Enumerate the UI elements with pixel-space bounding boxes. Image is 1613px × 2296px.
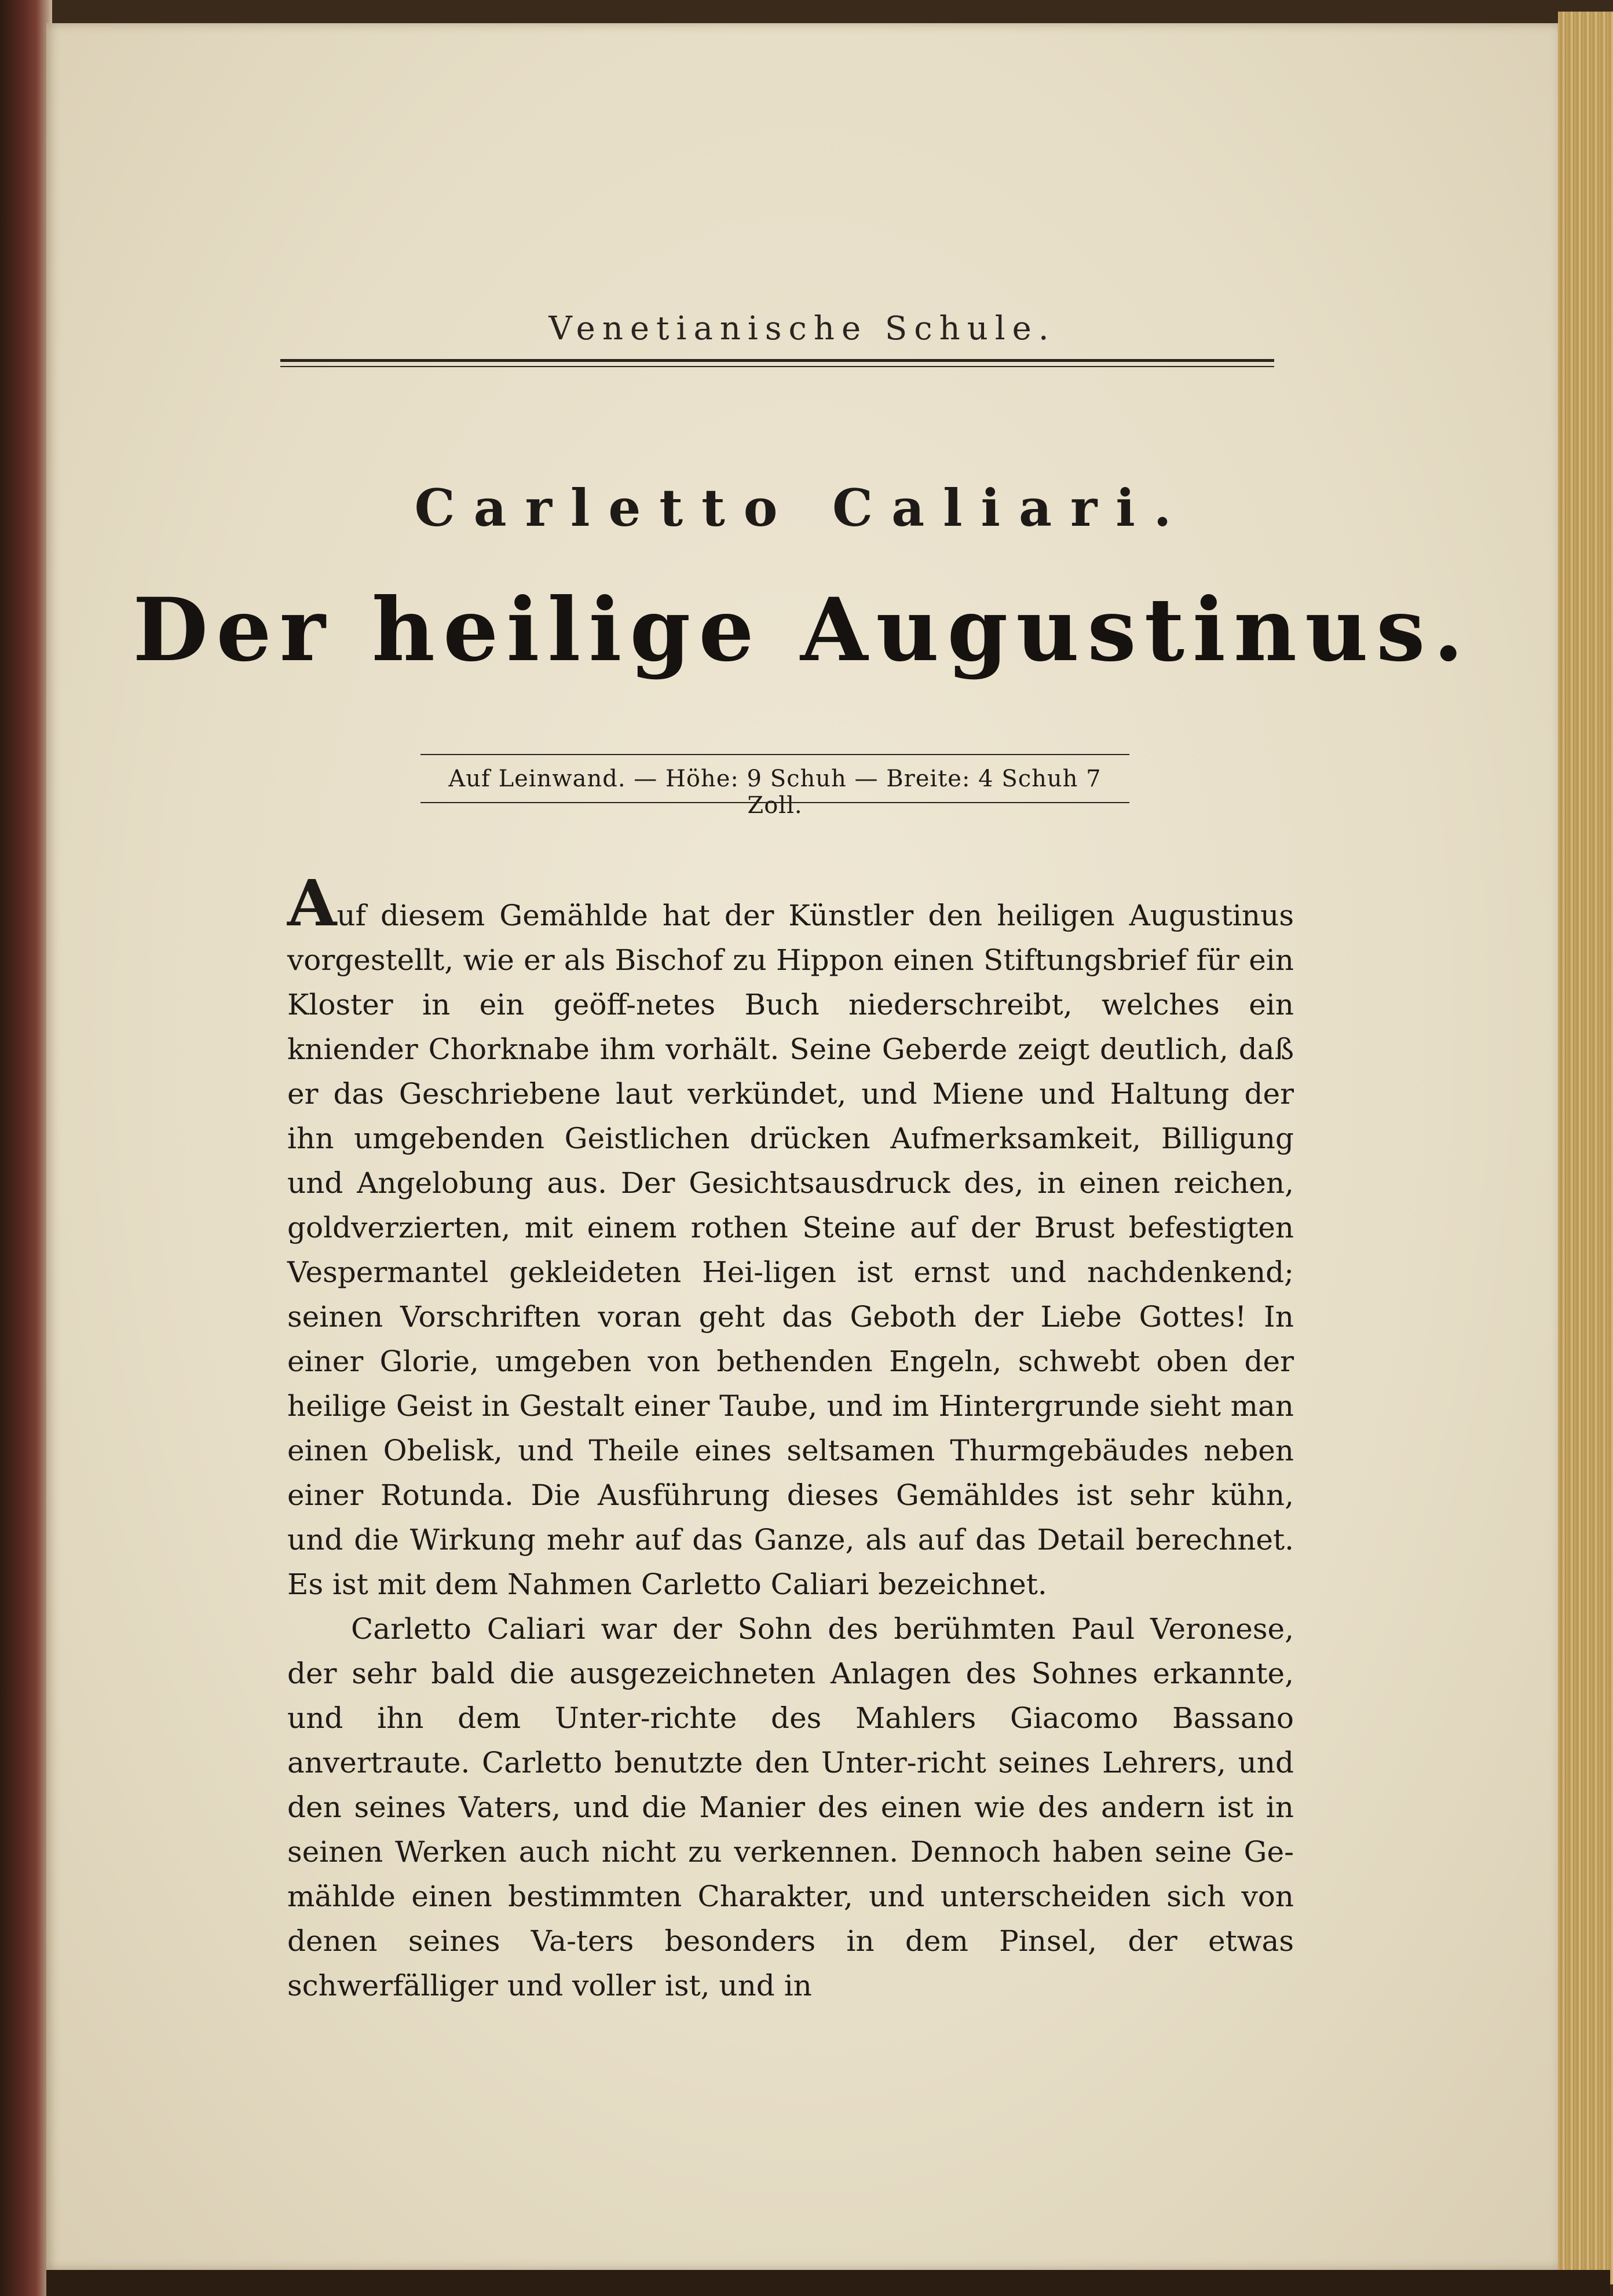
running-head: Venetianische Schule. bbox=[548, 310, 1056, 347]
paragraph-2: Carletto Caliari war der Sohn des berühmten Paul Veronese, der sehr bald die ausgezeichneten Anlagen des Sohnes erkannte, und ihn dem Unter-richte des Mahlers Giacomo Bassano anvertraute. Carletto benutzte den Unter-richt seines Lehrers, und den seines Vaters, und die Manier des einen wie des andern ist in seinen Werken auch nicht zu verkennen. Dennoch haben seine Ge-mählde einen bestimmten Charakter, und unterscheiden sich von denen seines Va-ters besonders in dem Pinsel, der etwas schwerfälliger und voller ist, und in bbox=[287, 1612, 1294, 2002]
page-edges bbox=[1558, 12, 1613, 2284]
dimensions-rule-bottom bbox=[420, 802, 1129, 803]
header-rule-thick bbox=[280, 359, 1274, 362]
artist-name: Carletto Caliari. bbox=[414, 478, 1190, 538]
bottom-shadow bbox=[46, 2270, 1610, 2296]
dimensions-rule-top bbox=[420, 754, 1129, 755]
drop-cap: A bbox=[287, 866, 337, 940]
header-rule-thin bbox=[280, 366, 1274, 367]
book-page bbox=[46, 23, 1558, 2270]
book-binding bbox=[0, 0, 52, 2296]
painting-title: Der heilige Augustinus. bbox=[133, 579, 1472, 681]
paragraph-1-text: uf diesem Gemählde hat der Künstler den heiligen Augustinus vorgestellt, wie er als Bischof zu Hippon einen Stiftungsbrief für ein Kloster in ein geöff-netes Buch niederschreibt, welches ein kniender Chorknabe ihm vorhält. Seine Geberde zeigt deutlich, daß er das Geschriebene laut verkündet, und Miene und Haltung der ihn umgebenden Geistlichen drücken Aufmerksamkeit, Billigung und Angelobung aus. Der Gesichtsausdruck des, in einen reichen, goldverzierten, mit einem rothen Steine auf der Brust befestigten Vespermantel gekleideten Hei-ligen ist ernst und nachdenkend; seinen Vorschriften voran geht das Geboth der Liebe Gottes! In einer Glorie, umgeben von bethenden Engeln, schwebt oben der heilige Geist in Gestalt einer Taube, und im Hintergrunde sieht man einen Obelisk, und Theile eines seltsamen Thurmgebäudes neben einer Rotunda. Die Ausführung dieses Gemähldes ist sehr kühn, und die Wirkung mehr auf das Ganze, als auf das Detail berechnet. Es ist mit dem Nahmen Carletto Caliari bezeichnet. bbox=[287, 899, 1294, 1601]
body-text bbox=[287, 866, 1294, 2008]
dimensions-line: Auf Leinwand. — Höhe: 9 Schuh — Breite: 4 Schuh 7 Zoll. bbox=[448, 766, 1102, 819]
paragraph-1 bbox=[287, 866, 1294, 1607]
